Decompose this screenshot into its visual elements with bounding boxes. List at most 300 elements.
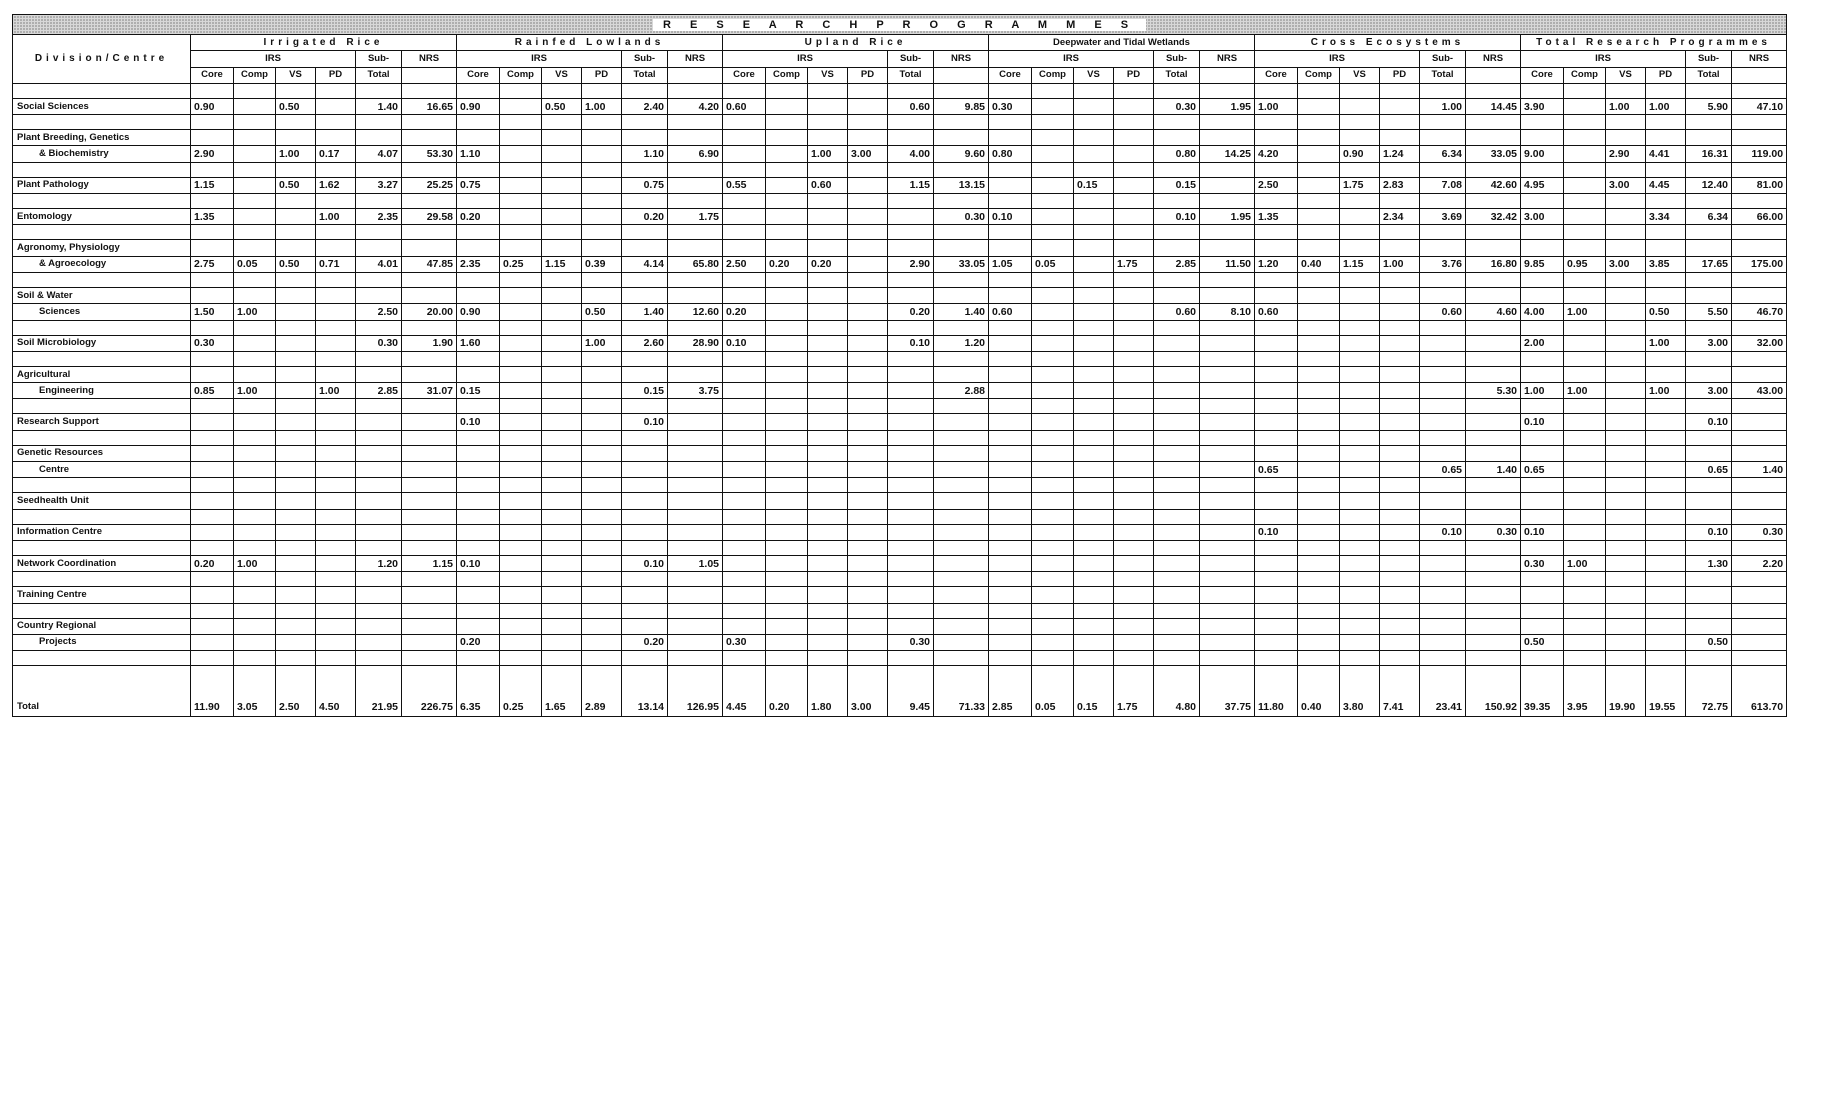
value-cell <box>402 493 457 509</box>
blank-cell <box>1154 194 1200 209</box>
value-cell <box>1466 587 1521 603</box>
blank-cell <box>1606 130 1646 146</box>
value-cell: 4.01 <box>356 256 402 272</box>
blank-cell <box>668 478 723 493</box>
value-cell: 1.05 <box>989 256 1032 272</box>
total-cell: 9.45 <box>888 666 934 717</box>
value-cell: 2.35 <box>356 209 402 225</box>
blank-cell <box>356 430 402 445</box>
blank-cell <box>1380 162 1420 177</box>
value-cell <box>766 524 808 540</box>
blank-cell <box>989 366 1032 382</box>
value-cell <box>316 304 356 320</box>
blank-cell <box>276 540 316 555</box>
value-cell <box>1298 587 1340 603</box>
blank-cell <box>542 399 582 414</box>
blank-cell <box>402 272 457 287</box>
blank-cell <box>1606 572 1646 587</box>
value-cell <box>276 209 316 225</box>
value-cell <box>316 462 356 478</box>
blank-cell <box>500 115 542 130</box>
value-cell: 4.45 <box>1646 177 1686 193</box>
blank-cell <box>542 445 582 461</box>
blank-cell <box>1255 572 1298 587</box>
blank-cell <box>1420 83 1466 98</box>
blank-cell <box>1564 83 1606 98</box>
blank-cell <box>1074 478 1114 493</box>
value-cell: 0.30 <box>1732 524 1787 540</box>
value-cell <box>276 304 316 320</box>
blank-cell <box>234 115 276 130</box>
blank-cell <box>848 445 888 461</box>
value-cell: 3.27 <box>356 177 402 193</box>
irs-header: IRS <box>1521 51 1686 67</box>
value-cell: 65.80 <box>668 256 723 272</box>
value-cell: 0.10 <box>888 335 934 351</box>
value-cell <box>1646 524 1686 540</box>
blank-cell <box>1255 130 1298 146</box>
blank-cell <box>1521 240 1564 256</box>
blank-cell <box>848 162 888 177</box>
blank-cell <box>276 320 316 335</box>
blank-cell <box>542 540 582 555</box>
blank-cell <box>1200 287 1255 303</box>
blank-cell <box>276 430 316 445</box>
blank-cell <box>934 115 989 130</box>
blank-cell <box>668 225 723 240</box>
value-cell: 1.00 <box>1521 383 1564 399</box>
blank-cell <box>234 603 276 618</box>
blank-cell <box>1686 651 1732 666</box>
blank-cell <box>1340 430 1380 445</box>
blank-cell <box>1686 162 1732 177</box>
blank-cell <box>234 130 276 146</box>
value-cell <box>1564 634 1606 650</box>
blank-cell <box>934 430 989 445</box>
value-cell <box>1340 98 1380 114</box>
value-cell <box>1032 209 1074 225</box>
value-cell <box>1074 493 1114 509</box>
blank-cell <box>723 162 766 177</box>
total-cell: 2.50 <box>276 666 316 717</box>
value-cell <box>1298 146 1340 162</box>
value-cell: 1.00 <box>1564 555 1606 571</box>
blank-cell <box>1420 287 1466 303</box>
value-cell: 3.90 <box>1521 98 1564 114</box>
blank-cell <box>1420 509 1466 524</box>
blank-cell <box>668 351 723 366</box>
blank-cell <box>1074 509 1114 524</box>
value-cell <box>1200 634 1255 650</box>
blank-cell <box>1154 399 1200 414</box>
value-cell <box>1606 493 1646 509</box>
nrs-header: NRS <box>402 51 457 67</box>
value-cell <box>276 335 316 351</box>
blank-cell <box>356 399 402 414</box>
value-cell <box>1298 462 1340 478</box>
blank-cell <box>402 572 457 587</box>
blank-cell <box>402 351 457 366</box>
value-cell <box>1114 524 1154 540</box>
blank-cell <box>500 430 542 445</box>
blank-cell <box>1521 478 1564 493</box>
blank-cell <box>1340 572 1380 587</box>
blank-cell <box>1114 287 1154 303</box>
blank-cell <box>622 351 668 366</box>
blank-cell <box>1114 320 1154 335</box>
value-cell <box>888 462 934 478</box>
blank-cell <box>1646 399 1686 414</box>
value-cell <box>542 462 582 478</box>
value-cell: 32.42 <box>1466 209 1521 225</box>
blank-cell <box>457 240 500 256</box>
blank-cell <box>1732 366 1787 382</box>
blank-cell <box>668 651 723 666</box>
blank-cell <box>1200 351 1255 366</box>
column-header: Total <box>1686 67 1732 83</box>
blank-cell <box>808 225 848 240</box>
value-cell: 1.35 <box>1255 209 1298 225</box>
blank-cell <box>1521 399 1564 414</box>
blank-cell <box>582 572 622 587</box>
value-cell: 0.20 <box>808 256 848 272</box>
subtotal-header: Sub- <box>1686 51 1732 67</box>
value-cell <box>622 524 668 540</box>
blank-cell <box>934 162 989 177</box>
blank-cell <box>766 478 808 493</box>
blank-cell <box>1686 115 1732 130</box>
blank-cell <box>542 651 582 666</box>
blank-cell <box>582 162 622 177</box>
blank-cell <box>1420 162 1466 177</box>
blank-cell <box>1732 430 1787 445</box>
blank-cell <box>1298 287 1340 303</box>
value-cell: 11.50 <box>1200 256 1255 272</box>
value-cell: 1.00 <box>1606 98 1646 114</box>
blank-cell <box>402 130 457 146</box>
column-header: VS <box>542 67 582 83</box>
blank-cell <box>582 445 622 461</box>
value-cell: 0.90 <box>457 98 500 114</box>
blank-cell <box>1564 603 1606 618</box>
value-cell: 0.10 <box>1686 414 1732 430</box>
blank-cell <box>582 366 622 382</box>
blank-cell <box>1420 603 1466 618</box>
blank-cell <box>1521 366 1564 382</box>
blank-cell <box>582 225 622 240</box>
blank-cell <box>1298 272 1340 287</box>
blank-cell <box>1466 225 1521 240</box>
value-cell <box>1114 335 1154 351</box>
value-cell <box>848 335 888 351</box>
blank-cell <box>668 272 723 287</box>
total-cell: 71.33 <box>934 666 989 717</box>
value-cell <box>1074 524 1114 540</box>
value-cell: 0.30 <box>356 335 402 351</box>
blank-cell <box>402 320 457 335</box>
value-cell <box>234 335 276 351</box>
blank-cell <box>1646 540 1686 555</box>
value-cell <box>766 177 808 193</box>
value-cell: 1.00 <box>316 383 356 399</box>
blank-cell <box>1298 572 1340 587</box>
blank-cell <box>1420 540 1466 555</box>
value-cell <box>766 587 808 603</box>
blank-cell <box>989 115 1032 130</box>
value-cell: 20.00 <box>402 304 457 320</box>
blank-cell <box>500 130 542 146</box>
total-cell: 11.80 <box>1255 666 1298 717</box>
blank-cell <box>13 162 191 177</box>
blank-cell <box>1420 225 1466 240</box>
blank-cell <box>1521 618 1564 634</box>
value-cell: 2.83 <box>1380 177 1420 193</box>
blank-cell <box>808 162 848 177</box>
division-label: Entomology <box>13 209 191 225</box>
value-cell <box>542 146 582 162</box>
blank-cell <box>1380 287 1420 303</box>
blank-cell <box>1606 225 1646 240</box>
value-cell: 2.35 <box>457 256 500 272</box>
value-cell: 0.10 <box>622 414 668 430</box>
blank-cell <box>1032 509 1074 524</box>
blank-cell <box>808 651 848 666</box>
total-cell: 1.75 <box>1114 666 1154 717</box>
value-cell <box>622 462 668 478</box>
blank-cell <box>989 478 1032 493</box>
blank-cell <box>848 194 888 209</box>
blank-cell <box>542 351 582 366</box>
blank-cell <box>888 603 934 618</box>
blank-cell <box>1074 445 1114 461</box>
blank-cell <box>191 115 234 130</box>
blank-cell <box>668 115 723 130</box>
value-cell <box>1114 462 1154 478</box>
value-cell <box>500 98 542 114</box>
value-cell <box>989 177 1032 193</box>
blank-cell <box>457 618 500 634</box>
blank-cell <box>668 603 723 618</box>
blank-cell <box>1200 272 1255 287</box>
value-cell <box>808 634 848 650</box>
blank-cell <box>989 194 1032 209</box>
blank-cell <box>500 287 542 303</box>
blank-cell <box>848 399 888 414</box>
value-cell: 1.40 <box>356 98 402 114</box>
value-cell <box>1114 146 1154 162</box>
blank-cell <box>622 445 668 461</box>
value-cell: 33.05 <box>1466 146 1521 162</box>
value-cell <box>1380 304 1420 320</box>
blank-cell <box>622 194 668 209</box>
blank-cell <box>1114 225 1154 240</box>
blank-cell <box>13 351 191 366</box>
value-cell <box>808 383 848 399</box>
value-cell: 3.00 <box>1686 383 1732 399</box>
value-cell <box>808 587 848 603</box>
value-cell <box>1380 335 1420 351</box>
value-cell: 3.34 <box>1646 209 1686 225</box>
blank-cell <box>1466 399 1521 414</box>
value-cell <box>316 587 356 603</box>
blank-cell <box>668 572 723 587</box>
blank-cell <box>1420 478 1466 493</box>
nrs-blank <box>1466 67 1521 83</box>
value-cell: 0.20 <box>766 256 808 272</box>
value-cell <box>1646 414 1686 430</box>
blank-cell <box>1606 540 1646 555</box>
blank-cell <box>622 509 668 524</box>
value-cell: 0.30 <box>1466 524 1521 540</box>
blank-cell <box>808 478 848 493</box>
blank-cell <box>1074 287 1114 303</box>
value-cell <box>934 587 989 603</box>
value-cell: 0.25 <box>500 256 542 272</box>
blank-cell <box>1466 130 1521 146</box>
blank-cell <box>356 240 402 256</box>
blank-cell <box>500 478 542 493</box>
blank-cell <box>457 225 500 240</box>
blank-cell <box>888 351 934 366</box>
blank-cell <box>1298 540 1340 555</box>
blank-cell <box>1340 225 1380 240</box>
blank-cell <box>1380 194 1420 209</box>
subtotal-header: Sub- <box>1420 51 1466 67</box>
value-cell <box>1606 555 1646 571</box>
blank-cell <box>723 83 766 98</box>
value-cell <box>542 335 582 351</box>
blank-cell <box>1521 287 1564 303</box>
total-cell: 11.90 <box>191 666 234 717</box>
division-label: Network Coordination <box>13 555 191 571</box>
value-cell: 1.00 <box>234 555 276 571</box>
value-cell <box>316 414 356 430</box>
blank-cell <box>356 540 402 555</box>
blank-cell <box>1074 430 1114 445</box>
blank-cell <box>934 445 989 461</box>
blank-cell <box>1200 430 1255 445</box>
blank-cell <box>1686 603 1732 618</box>
value-cell <box>1200 524 1255 540</box>
blank-cell <box>888 478 934 493</box>
blank-cell <box>1466 240 1521 256</box>
blank-cell <box>1606 287 1646 303</box>
value-cell <box>723 555 766 571</box>
blank-cell <box>1732 399 1787 414</box>
blank-cell <box>1114 445 1154 461</box>
blank-cell <box>402 603 457 618</box>
blank-cell <box>766 287 808 303</box>
blank-cell <box>848 272 888 287</box>
division-label-cont: & Agroecology <box>13 256 191 272</box>
value-cell <box>1420 555 1466 571</box>
blank-cell <box>500 509 542 524</box>
value-cell <box>1200 335 1255 351</box>
blank-cell <box>766 115 808 130</box>
blank-cell <box>1521 115 1564 130</box>
blank-cell <box>191 366 234 382</box>
blank-cell <box>234 287 276 303</box>
column-header: Total <box>888 67 934 83</box>
blank-cell <box>1466 162 1521 177</box>
value-cell <box>1564 524 1606 540</box>
value-cell: 3.85 <box>1646 256 1686 272</box>
value-cell: 1.40 <box>934 304 989 320</box>
value-cell <box>582 524 622 540</box>
value-cell: 0.10 <box>457 555 500 571</box>
blank-cell <box>1732 162 1787 177</box>
blank-cell <box>1154 162 1200 177</box>
blank-cell <box>1466 320 1521 335</box>
blank-cell <box>356 272 402 287</box>
value-cell <box>1154 555 1200 571</box>
blank-cell <box>1340 272 1380 287</box>
blank-cell <box>1606 272 1646 287</box>
value-cell <box>316 493 356 509</box>
blank-cell <box>1420 572 1466 587</box>
value-cell <box>1340 587 1380 603</box>
value-cell <box>1420 634 1466 650</box>
blank-cell <box>316 430 356 445</box>
column-header: Comp <box>234 67 276 83</box>
blank-cell <box>191 194 234 209</box>
value-cell <box>848 383 888 399</box>
value-cell <box>808 462 848 478</box>
total-cell: 1.80 <box>808 666 848 717</box>
blank-cell <box>1200 162 1255 177</box>
division-label-cont: Centre <box>13 462 191 478</box>
blank-cell <box>1521 225 1564 240</box>
blank-cell <box>582 399 622 414</box>
blank-cell <box>316 478 356 493</box>
blank-cell <box>234 351 276 366</box>
blank-cell <box>1732 618 1787 634</box>
blank-cell <box>989 540 1032 555</box>
blank-cell <box>1606 240 1646 256</box>
blank-cell <box>1686 287 1732 303</box>
blank-cell <box>1114 366 1154 382</box>
blank-cell <box>1340 115 1380 130</box>
value-cell <box>1032 634 1074 650</box>
blank-cell <box>234 240 276 256</box>
blank-cell <box>1686 83 1732 98</box>
blank-cell <box>13 430 191 445</box>
blank-cell <box>276 603 316 618</box>
value-cell <box>457 587 500 603</box>
value-cell: 0.15 <box>457 383 500 399</box>
value-cell: 1.00 <box>1255 98 1298 114</box>
value-cell <box>500 414 542 430</box>
value-cell: 9.00 <box>1521 146 1564 162</box>
value-cell <box>1646 634 1686 650</box>
blank-cell <box>1732 320 1787 335</box>
blank-cell <box>356 130 402 146</box>
value-cell: 4.41 <box>1646 146 1686 162</box>
blank-cell <box>888 194 934 209</box>
blank-cell <box>888 225 934 240</box>
value-cell <box>402 524 457 540</box>
value-cell <box>191 634 234 650</box>
value-cell <box>1298 209 1340 225</box>
blank-cell <box>989 399 1032 414</box>
blank-cell <box>356 603 402 618</box>
blank-cell <box>1466 115 1521 130</box>
blank-cell <box>1298 320 1340 335</box>
blank-cell <box>1114 272 1154 287</box>
value-cell: 0.60 <box>989 304 1032 320</box>
blank-cell <box>888 509 934 524</box>
blank-cell <box>1686 572 1732 587</box>
